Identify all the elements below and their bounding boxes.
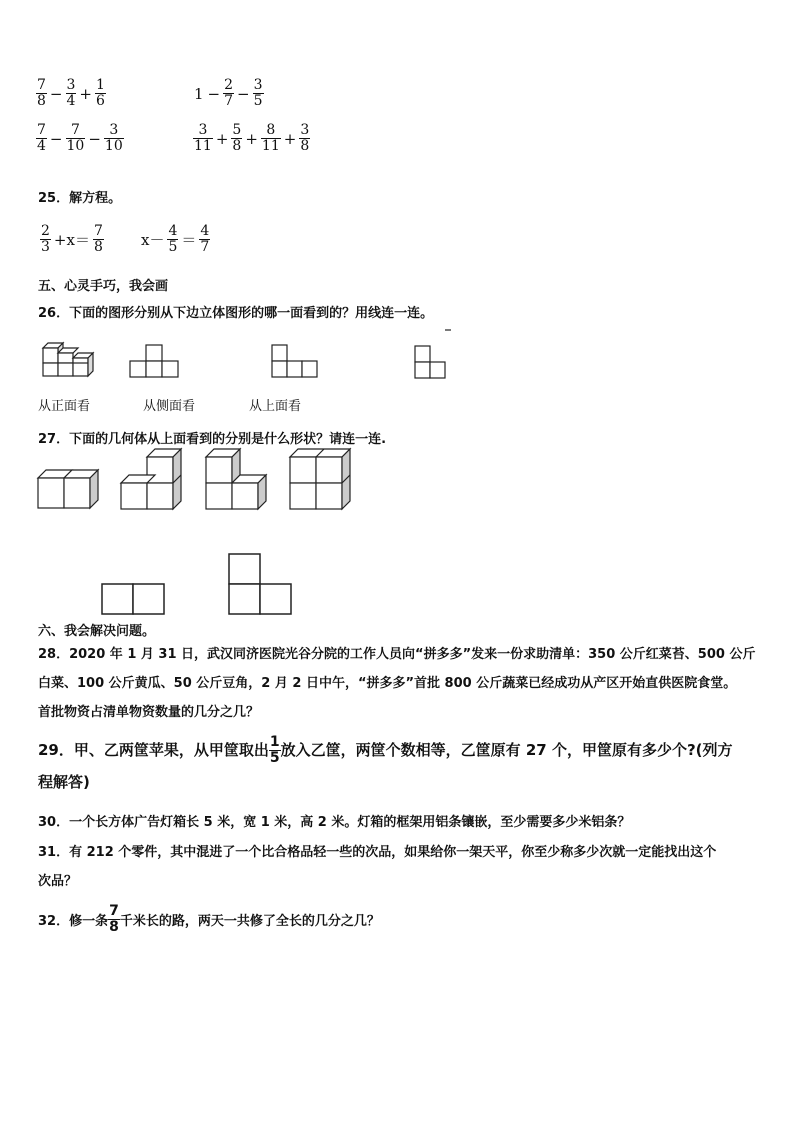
q26-title: 26．下面的图形分别从下边立体图形的哪一面看到的？用线连一连。 <box>38 306 434 321</box>
expression-4: $\frac{3}{11}$ + $\frac{5}{8}$ + $\frac{8}{11}$ + $\frac{3}{8}$ <box>194 122 310 154</box>
fraction: $\frac{7}{8}$ <box>109 903 119 935</box>
q31-text: 31．有 212 个零件，其中混进了一个比合格品轻一些的次品，如果给你一架天平，你至少称多少次就一定能找出这个 次品？ <box>38 845 717 889</box>
q29-text: 29．甲、乙两筐苹果，从甲筐取出 $\frac{1}{5}$ 放入乙筐，两筐个数相等，乙筐原有 27 个，甲筐原有多少个?(列方 程解答) <box>38 733 733 791</box>
section-5-heading: 五、心灵手巧，我会画 <box>38 279 169 294</box>
q30-text: 30．一个长方体广告灯箱长 5 米，宽 1 米，高 2 米。灯箱的框架用铝条镶嵌，至少需要多少米铝条？ <box>38 815 631 830</box>
expression-2: 1 − $\frac{2}{7}$ − $\frac{3}{5}$ <box>194 77 263 109</box>
fraction: $\frac{4}{5}$ <box>168 223 178 255</box>
q27-solid-d <box>290 449 352 511</box>
q27-solid-a <box>38 466 100 510</box>
q26-solid-figure <box>38 336 100 378</box>
q26-view-a <box>130 343 180 379</box>
fraction: $\frac{2}{7}$ <box>224 77 234 109</box>
q26-view-b <box>272 345 322 379</box>
fraction: $\frac{7}{8}$ <box>37 77 46 109</box>
fraction: $\frac{1}{6}$ <box>96 77 105 109</box>
fraction: $\frac{3}{8}$ <box>300 122 310 154</box>
fraction: $\frac{5}{8}$ <box>232 122 242 154</box>
expression-1: $\frac{7}{8}$ − $\frac{3}{4}$ + $\frac{1}{6}$ <box>37 77 105 109</box>
view-label-front: 从正面看 <box>38 399 91 414</box>
fraction: $\frac{7}{10}$ <box>66 122 85 154</box>
view-label-top: 从上面看 <box>249 399 302 414</box>
q27-solid-c <box>206 449 268 511</box>
equation-1: $\frac{2}{3}$ +x＝ $\frac{7}{8}$ <box>41 223 103 255</box>
fraction: $\frac{7}{8}$ <box>93 223 103 255</box>
q27-title: 27．下面的几何体从上面看到的分别是什么形状？请连一连. <box>38 432 387 447</box>
fraction: $\frac{1}{5}$ <box>269 733 280 766</box>
fraction: $\frac{3}{10}$ <box>104 122 123 154</box>
q26-view-c <box>413 328 453 380</box>
expression-3: $\frac{7}{4}$ − $\frac{7}{10}$ − $\frac{3}{10}$ <box>37 122 123 154</box>
fraction: $\frac{8}{11}$ <box>261 122 280 154</box>
fraction: $\frac{7}{4}$ <box>37 122 46 154</box>
fraction: $\frac{3}{5}$ <box>253 77 263 109</box>
q25-title: 25．解方程。 <box>38 191 122 206</box>
q28-text: 28．2020 年 1 月 31 日，武汉同济医院光谷分院的工作人员向“拼多多”发来一份求助清单：350 公斤红菜苔、500 公斤 白菜、100 公斤黄瓜、50 公斤豆角，2 月 2 日中午，“拼多多”首批 800 公斤蔬菜已经成功从产区开始直供医院食堂。 首批物资占清单物资数量的几分之几？ <box>38 647 756 720</box>
q27-solid-b <box>121 449 183 511</box>
fraction: $\frac{4}{7}$ <box>200 223 210 255</box>
fraction: $\frac{3}{11}$ <box>194 122 212 154</box>
q27-top-view-a <box>101 583 167 617</box>
section-6-heading: 六、我会解决问题。 <box>38 624 156 639</box>
fraction: $\frac{3}{4}$ <box>66 77 76 109</box>
view-label-side: 从侧面看 <box>143 399 196 414</box>
equation-2: x－ $\frac{4}{5}$ ＝ $\frac{4}{7}$ <box>141 223 210 255</box>
q32-text: 32．修一条 $\frac{7}{8}$ 千米长的路，两天一共修了全长的几分之几？ <box>38 903 380 935</box>
q27-top-view-b <box>228 553 294 617</box>
fraction: $\frac{2}{3}$ <box>41 223 50 255</box>
